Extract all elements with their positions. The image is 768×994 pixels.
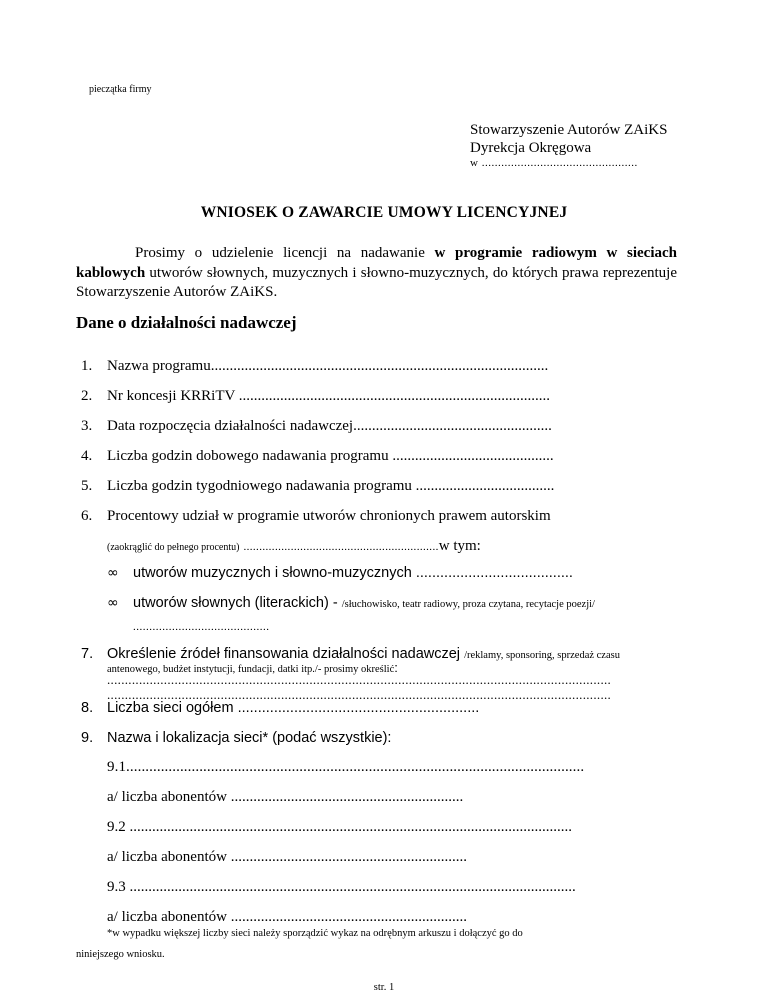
item-daily-hours <box>81 448 554 465</box>
item-text: Liczba godzin tygodniowego nadawania programu ..................................... <box>107 478 555 494</box>
company-stamp-label: pieczątka firmy <box>89 84 152 95</box>
item-start-date <box>81 418 552 435</box>
item-text: Nazwa i lokalizacja sieci* (podać wszystkie): <box>107 730 392 746</box>
network-9-3: 9.3 ....................................................................................................................... <box>107 879 576 895</box>
item-text: Liczba godzin dobowego nadawania programu ........................................... <box>107 448 554 464</box>
intro-part1: Prosimy o udzielenie licencji na nadawanie <box>135 245 435 261</box>
item-protected-share <box>81 508 551 525</box>
financing-line-2: .............................................................................................................................................. <box>107 687 612 702</box>
bullet-text: utworów słownych (literackich) - <box>133 595 342 611</box>
network-9-1-subscribers: a/ liczba abonentów .............................................................. <box>107 789 464 805</box>
network-9-1: 9.1....................................................................................................................... <box>107 759 585 775</box>
bullet-literary <box>107 595 595 611</box>
item-number: 4. <box>81 448 93 464</box>
item-number: 5. <box>81 478 93 494</box>
recipient-city-line: w ................................................ <box>470 157 638 169</box>
intro-part2: utworów słownych, muzycznych i słowno-muzycznych, do których prawa reprezentuje Stowarzyszenie Autorów ZAiKS. <box>76 264 677 300</box>
bullet-note: /słuchowisko, teatr radiowy, proza czytana, recytacje poezji/ <box>341 599 595 610</box>
percent-dots: .............................................................. <box>243 541 439 553</box>
recipient-department: Dyrekcja Okręgowa <box>470 140 592 156</box>
network-9-3-subscribers: a/ liczba abonentów ............................................................... <box>107 909 467 925</box>
intro-paragraph <box>76 244 677 303</box>
footnote-line-2: niniejszego wniosku. <box>76 949 165 960</box>
intro-bold: w programie radiowym w sieciach kablowych <box>76 245 677 281</box>
including-label: w tym: <box>438 538 481 554</box>
item-number: 7. <box>81 646 94 662</box>
bullet-music <box>107 565 573 581</box>
item-network-count <box>81 700 479 716</box>
bullet-text: utworów muzycznych i słowno-muzycznych ....................................... <box>133 565 573 581</box>
infinity-bullet-icon: ∞ <box>107 565 119 581</box>
section-heading: Dane o działalności nadawczej <box>76 313 297 332</box>
item-number: 9. <box>81 730 94 746</box>
network-9-2: 9.2 ...................................................................................................................... <box>107 819 572 835</box>
item-number: 3. <box>81 418 93 434</box>
financing-line-1: .............................................................................................................................................. <box>107 672 612 687</box>
item-protected-share-line2 <box>107 537 481 555</box>
item-weekly-hours <box>81 478 554 495</box>
recipient-name: Stowarzyszenie Autorów ZAiKS <box>470 122 668 138</box>
item-number: 8. <box>81 700 94 716</box>
item-text: Liczba sieci ogółem ............................................................ <box>107 700 480 716</box>
literary-dots: .......................................... <box>133 621 270 633</box>
item-number: 6. <box>81 508 93 524</box>
item-network-list <box>81 730 391 746</box>
item-text: Nazwa programu.......................................................................................... <box>107 358 549 374</box>
item-program-name <box>81 358 548 375</box>
item-number: 2. <box>81 388 93 404</box>
page-number: str. 1 <box>373 982 395 993</box>
item-text: Data rozpoczęcia działalności nadawczej..................................................... <box>107 418 552 434</box>
colon: : <box>394 660 398 675</box>
financing-note: /reklamy, sponsoring, sprzedaż czasu <box>464 650 620 661</box>
item-number: 1. <box>81 358 93 374</box>
item-license-number <box>81 388 550 405</box>
document-title: WNIOSEK O ZAWARCIE UMOWY LICENCYJNEJ <box>200 204 568 221</box>
item-text: Określenie źródeł finansowania działalności nadawczej <box>107 646 465 662</box>
rounding-note: (zaokrąglić do pełnego procentu) <box>107 542 240 553</box>
item-text: Nr koncesji KRRiTV ................................................................................... <box>107 388 551 404</box>
network-9-2-subscribers: a/ liczba abonentów ............................................................... <box>107 849 467 865</box>
financing-note-2: antenowego, budżet instytucji, fundacji, datki itp./- prosimy określić <box>107 664 395 675</box>
footnote-line-1: *w wypadku większej liczby sieci należy sporządzić wykaz na odrębnym arkuszu i dołączyć go do <box>107 928 523 939</box>
item-text: Procentowy udział w programie utworów chronionych prawem autorskim <box>107 508 551 524</box>
infinity-bullet-icon: ∞ <box>107 595 119 611</box>
